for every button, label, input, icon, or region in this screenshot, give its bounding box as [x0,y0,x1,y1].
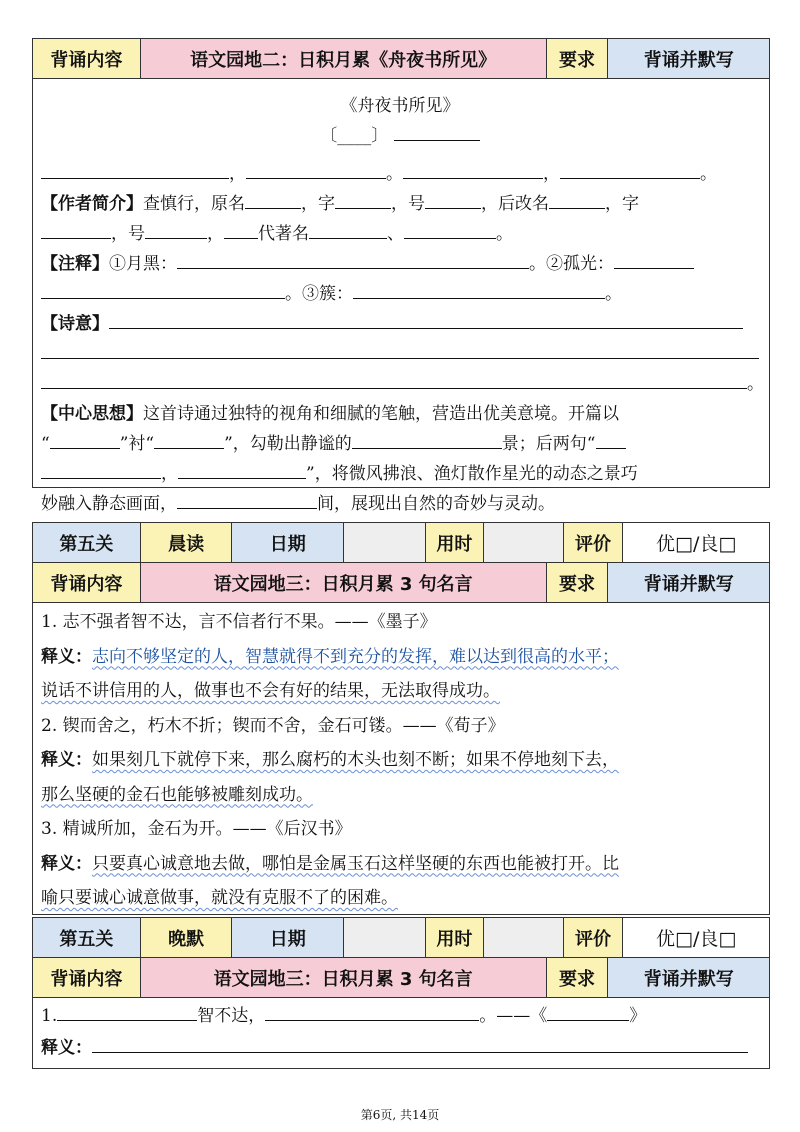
punct: 。 [386,164,403,184]
meaning-label: 【诗意】 [41,314,109,334]
explanation-text: 那么坚硬的金石也能够被雕刻成功。 [41,784,313,805]
header-content-title: 语文园地二：日积月累《舟夜书所见》 [141,39,547,78]
rating-label: 评价 [564,918,624,957]
explanation-text: 只要真心诚意地去做，哪怕是金属玉石这样坚硬的东西也能被打开。比 [92,853,619,874]
header-requirement-label: 要求 [547,958,609,997]
blank[interactable] [92,1033,748,1053]
blank[interactable] [57,1001,197,1021]
blank[interactable] [109,309,743,329]
time-value[interactable] [484,523,564,562]
explanation-label: 释义： [41,750,92,770]
date-value[interactable] [344,918,426,957]
header-requirement-value: 背诵并默写 [608,563,769,602]
text: 智不达， [197,1006,266,1026]
explanation-text: 如果刻几下就停下来，那么腐朽的木头也刻不断；如果不停地刻下去， [92,750,619,770]
text: 查慎行，原名 [143,194,245,214]
blank[interactable] [177,249,529,269]
explanation-1-cont [41,674,759,709]
section-evening [32,917,770,1069]
blank[interactable] [596,429,626,449]
blank[interactable] [41,279,285,299]
header-content-title: 语文园地三：日积月累 3 句名言 [141,563,547,602]
blank[interactable] [614,249,694,269]
page-footer: 第6页, 共14页 [360,1108,440,1122]
dictation-quote-1 [41,1000,759,1032]
text: ，号 [391,194,425,214]
author-intro-label: 【作者简介】 [41,194,143,214]
level-cell: 第五关 [33,918,141,957]
blank[interactable] [353,279,605,299]
text: 代著名 [258,224,309,244]
explanation-label: 释义： [41,1038,92,1058]
quote-1: 1. 志不强者智不达，言不信者行不果。——《墨子》 [41,612,437,632]
text: ， [207,224,224,244]
punct: 。 [496,224,513,244]
poem-author-line [41,121,759,151]
header-requirement-label: 要求 [547,39,609,78]
notes [41,249,759,279]
poem-lines [41,159,759,189]
info-row [32,522,770,562]
explanation-2 [41,743,759,778]
header-row [32,38,770,78]
explanation-text: 说话不讲信用的人，做事也不会有好的结果，无法取得成功。 [41,681,500,701]
rating-options[interactable]: 优□/良□ [623,523,769,562]
text: ”，将微风拂浪、渔灯散作星光的动态之景巧 [306,464,638,484]
blank[interactable] [265,1001,479,1021]
header-requirement-value: 背诵并默写 [608,958,769,997]
explanation-text: 志向不够坚定的人，智慧就得不到充分的发挥，难以达到很高的水平； [92,646,619,667]
blank[interactable] [41,369,747,389]
blank[interactable] [178,459,306,479]
blank[interactable] [50,429,120,449]
central-idea-cont [41,429,759,459]
text: ，字 [605,194,639,214]
note-1: ①月黑： [109,254,177,274]
time-label: 用时 [426,523,484,562]
note-3: 。③簇： [285,284,353,304]
central-idea-label: 【中心思想】 [41,404,143,424]
info-row [32,917,770,957]
explanation-3-cont [41,881,759,916]
notes-cont [41,279,759,309]
section-poem [32,38,770,514]
text: ，号 [111,224,145,244]
header-requirement-value: 背诵并默写 [608,39,769,78]
central-idea [41,399,759,429]
header-content-label: 背诵内容 [33,39,141,78]
central-idea-cont2 [41,459,759,489]
date-label: 日期 [232,523,344,562]
explanation-label: 释义： [41,646,92,667]
punct: 。 [700,164,717,184]
poem-line4-blank[interactable] [560,159,700,179]
central-idea-cont3 [41,489,759,519]
text: 1. [41,1006,58,1026]
explanation-label: 释义： [41,853,92,874]
header-requirement-label: 要求 [547,563,609,602]
text: 、 [387,224,404,244]
blank[interactable] [549,189,605,209]
poem-title: 《舟夜书所见》 [340,96,460,116]
punct: ， [543,164,560,184]
dictation-box [32,997,770,1069]
blank[interactable] [41,459,161,479]
blank[interactable] [41,339,759,359]
time-label: 用时 [426,918,484,957]
notes-label: 【注释】 [41,254,109,274]
author-blank[interactable] [394,121,480,141]
blank[interactable] [352,429,502,449]
blank[interactable] [404,219,496,239]
section-morning [32,522,770,915]
blank[interactable] [425,189,481,209]
text: 。——《 [479,1006,548,1026]
header-row [32,562,770,602]
header-content-label: 背诵内容 [33,563,141,602]
blank[interactable] [41,219,111,239]
quotes-box [32,602,770,915]
blank[interactable] [335,189,391,209]
header-content-title: 语文园地三：日积月累 3 句名言 [141,958,547,997]
explanation-3 [41,847,759,882]
author-intro [41,189,759,219]
quote-3: 3. 精诚所加，金石为开。——《后汉书》 [41,819,352,839]
blank[interactable] [145,219,207,239]
blank[interactable] [154,429,224,449]
text: 间，展现出自然的奇妙与灵动。 [317,494,555,514]
author-intro-cont [41,219,759,249]
punct: 。 [747,374,764,394]
meaning [41,309,759,339]
text: ”衬“ [119,434,155,454]
text: ，字 [301,194,335,214]
text: 妙融入静态画面， [41,494,177,514]
blank[interactable] [245,189,301,209]
header-row [32,957,770,997]
text: 这首诗通过独特的视角和细腻的笔触，营造出优美意境。开篇以 [143,404,619,424]
note-2: 。②孤光： [529,254,614,274]
time-value[interactable] [484,918,564,957]
dynasty-blank: 〔____〕 [320,126,389,146]
poem-line2-blank[interactable] [246,159,386,179]
header-content-label: 背诵内容 [33,958,141,997]
text: “ [41,434,50,454]
meaning-cont2 [41,369,764,399]
blank[interactable] [224,219,258,239]
blank[interactable] [547,1001,629,1021]
text: 》 [629,1006,647,1026]
date-label: 日期 [232,918,344,957]
session-cell: 晨读 [141,523,233,562]
rating-label: 评价 [564,523,624,562]
blank[interactable] [177,489,317,509]
level-cell: 第五关 [33,523,141,562]
blank[interactable] [309,219,387,239]
poem-line3-blank[interactable] [403,159,543,179]
punct: 。 [605,284,622,304]
text: ”，勾勒出静谧的 [224,434,352,454]
punct: ， [229,164,246,184]
explanation-2-cont [41,778,759,813]
quote-2: 2. 锲而舍之，朽木不折；锲而不舍，金石可镂。——《荀子》 [41,715,505,736]
text: ，后改名 [481,194,549,214]
rating-options[interactable]: 优□/良□ [623,918,769,957]
session-cell: 晚默 [141,918,233,957]
dictation-explanation [41,1032,759,1064]
punct: ， [161,464,178,484]
explanation-text: 喻只要诚心诚意做事，就没有克服不了的困难。 [41,888,398,908]
poem-line1-blank[interactable] [41,159,229,179]
date-value[interactable] [344,523,426,562]
text: 景；后两句“ [501,434,596,454]
explanation-1 [41,640,759,675]
meaning-cont [41,339,759,369]
poem-box [32,78,770,514]
